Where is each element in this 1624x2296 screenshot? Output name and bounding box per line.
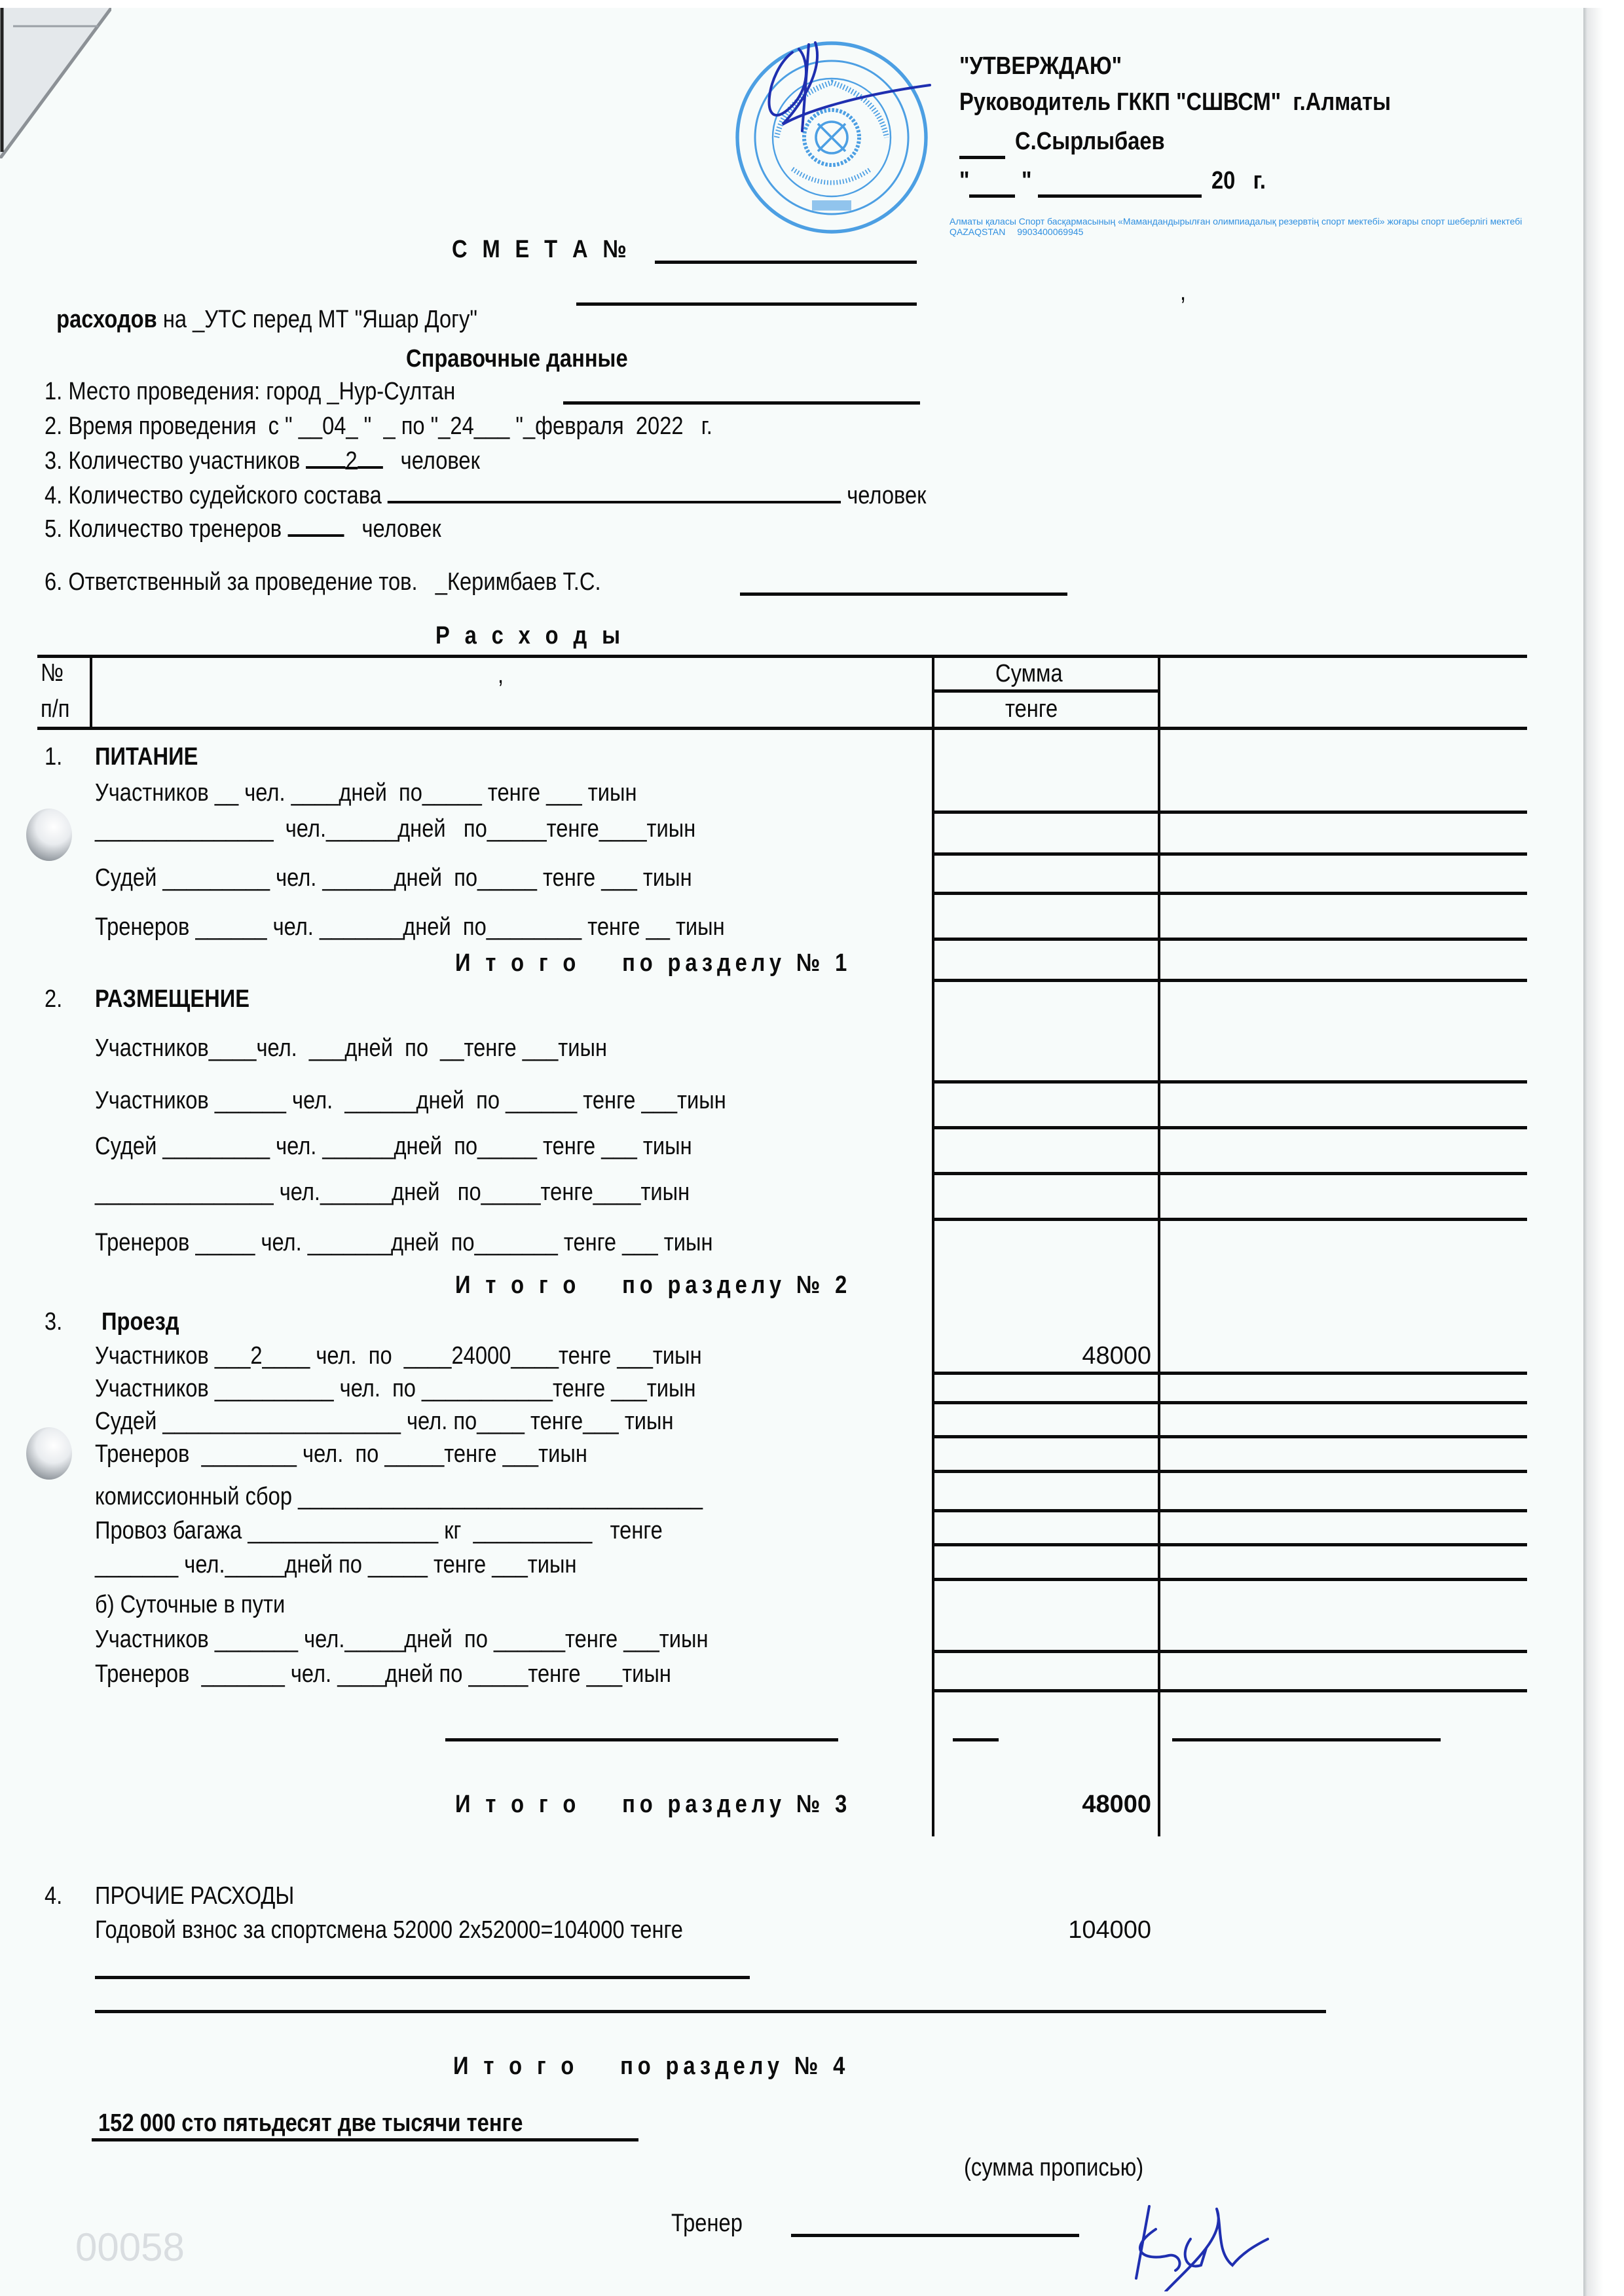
table-row-line — [932, 1372, 1527, 1375]
col-sum-line1: Сумма — [995, 660, 1063, 687]
section-2-title: РАЗМЕЩЕНИЕ — [95, 985, 250, 1013]
scan-border-top — [0, 0, 1624, 8]
table-row-line — [932, 1126, 1527, 1129]
section-2-line-1: Участников____чел. ___дней по __тенге ___тиын — [95, 1034, 608, 1062]
reference-item-2: 2. Время проведения с " __04_ " _ по "_24___ "_февраля 2022 г. — [45, 412, 712, 440]
section-4-title: ПРОЧИЕ РАСХОДЫ — [95, 1882, 295, 1910]
reference-item-6: 6. Ответственный за проведение тов. _Керимбаев Т.С. — [45, 568, 601, 596]
purpose-line — [45, 278, 478, 333]
section-1-title: ПИТАНИЕ — [95, 743, 198, 771]
approval-month-line — [1038, 194, 1202, 198]
reference-item-1: 1. Место проведения: город _Нур-Султан — [45, 378, 456, 405]
section-1-line-4: Тренеров ______ чел. _______дней по________ тенге __ тиын — [95, 913, 725, 941]
reference-item-5 — [45, 515, 441, 542]
reference-item-6-line — [740, 592, 1067, 596]
table-row-line — [932, 1578, 1527, 1581]
sum-caption: (сумма прописью) — [964, 2154, 1144, 2181]
table-row-line — [932, 938, 1527, 941]
ghost-number: 00058 — [75, 2225, 185, 2269]
stamp-text-bin: 9903400069945 — [1017, 227, 1084, 237]
approval-date-year: 20 г. — [1211, 167, 1266, 194]
purpose-label: расходов — [56, 306, 157, 333]
section-3-no: 3. — [45, 1308, 63, 1336]
table-top-border — [37, 655, 1527, 658]
section-4-line-1: Годовой взнос за спортсмена 52000 2х52000=104000 тенге — [95, 1916, 683, 1944]
section-2-line-5: Тренеров _____ чел. _______дней по_______ тенге ___ тиын — [95, 1229, 713, 1256]
approval-signature-line — [959, 156, 1005, 159]
stray-comma: , — [1180, 278, 1187, 306]
col-no-line2: п/п — [41, 695, 70, 723]
coaches-count-field — [287, 515, 344, 537]
reference-item-4-label: 4. Количество судейского состава — [45, 482, 388, 509]
section-4-line-1-amount: 104000 — [1068, 1916, 1151, 1944]
table-row-line — [932, 1509, 1527, 1512]
stamp-text-org: Алматы қаласы Спорт басқармасының «Мамандандырылған олимпиадалық резервтің спорт мектебі» жоғары спорт шеберлігі мектебі — [950, 216, 1522, 227]
section-1-line-2: _______________ чел.______дней по_____тенге____тиын — [95, 815, 696, 843]
expenses-heading: Р а с х о д ы — [435, 622, 625, 649]
stamp-caption — [950, 216, 1539, 237]
sum-in-words: 152 000 сто пятьдесят две тысячи тенге — [98, 2109, 523, 2137]
table-row-line — [932, 852, 1527, 856]
reference-item-1-line — [563, 401, 920, 405]
reference-item-4 — [45, 481, 926, 509]
reference-item-3-unit: человек — [382, 447, 480, 475]
scan-border-right — [1583, 8, 1624, 2296]
judges-count-field — [388, 481, 841, 503]
approver-name: С.Сырлыбаев — [1015, 128, 1165, 155]
section-3-line-1-amount: 48000 — [1082, 1342, 1151, 1370]
participants-count: 2 — [345, 447, 358, 475]
section-3-total-rule — [445, 1738, 838, 1741]
table-header-sum-split — [932, 689, 1158, 693]
section-2-total-label: И т о г о по разделу № 2 — [455, 1271, 852, 1299]
approval-day-line — [969, 194, 1015, 198]
purpose-text: на _УТС перед МТ "Яшар Догу" — [157, 306, 478, 333]
smeta-title: С М Е Т А № — [452, 236, 631, 263]
punch-hole-bottom — [26, 1427, 72, 1480]
sum-in-words-underline — [92, 2138, 638, 2141]
signer-label: Тренер — [671, 2210, 743, 2237]
section-2-line-2: Участников ______ чел. ______дней по ______ тенге ___тиын — [95, 1087, 726, 1114]
folded-corner — [0, 8, 111, 158]
section-3-line-8: б) Суточные в пути — [95, 1591, 286, 1618]
approval-title: "УТВЕРЖДАЮ" — [959, 52, 1122, 80]
reference-item-3 — [45, 446, 480, 474]
col-sum-line2: тенге — [1005, 695, 1058, 723]
coach-signature — [1113, 2200, 1283, 2291]
section-2-line-3: Судей _________ чел. ______дней по_____ тенге ___ тиын — [95, 1133, 692, 1160]
section-3-line-9: Участников _______ чел._____дней по ______тенге ___тиын — [95, 1626, 709, 1653]
table-row-line — [932, 1172, 1527, 1175]
approval-position: Руководитель ГККП "СШВСМ" г.Алматы — [959, 88, 1391, 116]
section-3-line-1: Участников ___2____ чел. по ____24000____тенге ___тиын — [95, 1342, 702, 1370]
table-col-divider-sum-right — [1158, 655, 1160, 1836]
section-2-no: 2. — [45, 985, 63, 1013]
reference-item-4-unit: человек — [841, 482, 927, 509]
approver-signature — [740, 39, 936, 137]
section-3-title: Проезд — [101, 1308, 179, 1336]
section-1-line-3: Судей _________ чел. ______дней по_____ тенге ___ тиын — [95, 864, 692, 892]
smeta-number-line — [655, 261, 917, 264]
table-row-line — [932, 1470, 1527, 1473]
section-1-line-1: Участников __ чел. ____дней по_____ тенге ___ тиын — [95, 779, 637, 807]
section-3-line-5: комиссионный сбор __________________________________ — [95, 1483, 703, 1510]
section-3-total-rule-left — [953, 1738, 999, 1741]
section-4-fill-line-1 — [95, 1976, 750, 1979]
section-3-line-3: Судей ____________________ чел. по____ тенге___ тиын — [95, 1408, 674, 1435]
table-row-line — [932, 1650, 1527, 1653]
signer-signature-line — [791, 2234, 1079, 2237]
reference-heading: Справочные данные — [406, 345, 628, 373]
table-row-line — [932, 1435, 1527, 1438]
section-3-line-2: Участников __________ чел. по ___________тенге ___тиын — [95, 1375, 696, 1402]
section-3-total-rule-right — [1172, 1738, 1441, 1741]
section-3-total-amount: 48000 — [1082, 1791, 1151, 1818]
reference-item-5-unit: человек — [344, 515, 441, 543]
table-row-line — [932, 811, 1527, 814]
reference-item-3-label: 3. Количество участников — [45, 447, 306, 475]
section-3-line-4: Тренеров ________ чел. по _____тенге ___тиын — [95, 1440, 587, 1468]
table-row-line — [932, 1218, 1527, 1221]
section-3-line-7: _______ чел._____дней по _____ тенге ___тиын — [95, 1551, 577, 1578]
section-4-total-label: И т о г о по разделу № 4 — [453, 2052, 850, 2080]
reference-item-5-label: 5. Количество тренеров — [45, 515, 288, 543]
col-no-line1: № — [41, 659, 64, 687]
table-row-line — [932, 892, 1527, 895]
section-3-line-10: Тренеров _______ чел. ____дней по _____тенге ___тиын — [95, 1660, 671, 1688]
table-row-line — [932, 979, 1527, 982]
section-1-no: 1. — [45, 743, 63, 771]
section-2-line-4: _______________ чел.______дней по_____тенге____тиын — [95, 1178, 690, 1206]
purpose-line-fill — [576, 302, 917, 306]
table-col-divider-no — [90, 655, 92, 729]
approval-date-quote-close: " — [1022, 167, 1032, 194]
table-row-line — [932, 1543, 1527, 1546]
section-3-line-6: Провоз багажа ________________ кг __________ тенге — [95, 1517, 663, 1544]
section-1-total-label: И т о г о по разделу № 1 — [455, 949, 852, 977]
punch-hole-top — [26, 809, 72, 861]
table-col-divider-sum-left — [932, 655, 934, 1836]
section-4-fill-line-2 — [95, 2010, 1326, 2013]
header-marks: , — [498, 661, 510, 689]
table-row-line — [932, 1689, 1527, 1692]
section-4-no: 4. — [45, 1882, 63, 1910]
table-header-bottom-border — [37, 727, 1527, 730]
section-3-total-label: И т о г о по разделу № 3 — [455, 1791, 852, 1818]
table-row-line — [932, 1080, 1527, 1084]
approval-date-quote-open: " — [959, 167, 970, 194]
table-row-line — [932, 1401, 1527, 1404]
stamp-text-country: QAZAQSTAN — [950, 227, 1006, 237]
